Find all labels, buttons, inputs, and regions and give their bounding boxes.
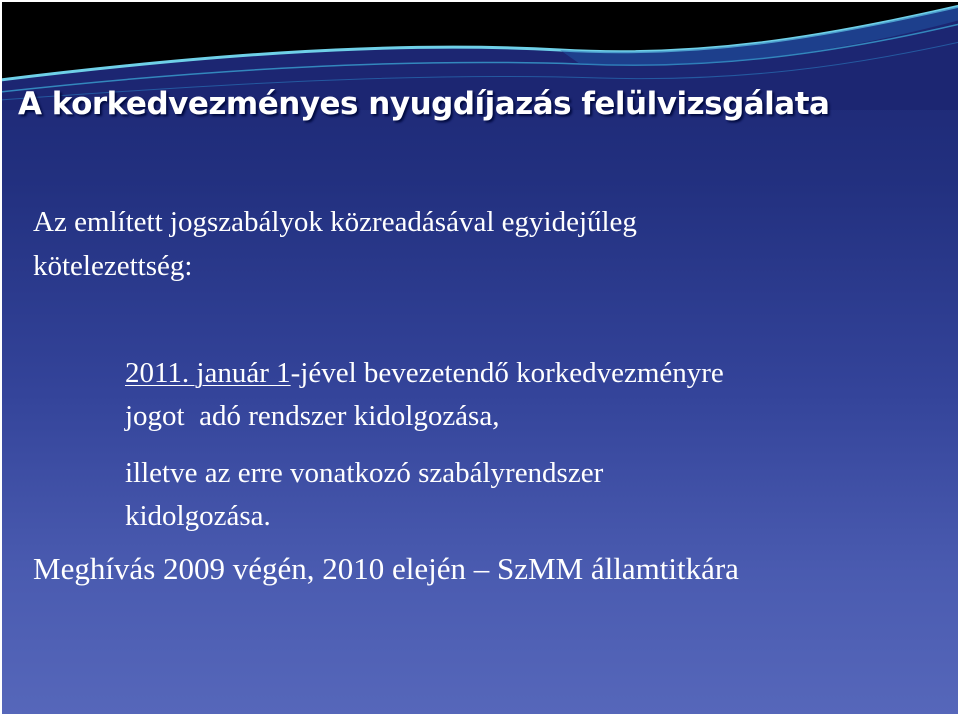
paragraph-obligation-2 xyxy=(125,452,603,538)
paragraph-obligation-intro xyxy=(33,200,637,288)
paragraph-line: jogot adó rendszer kidolgozása, xyxy=(125,400,500,432)
paragraph-line: illetve az erre vonatkozó szabályrendszer xyxy=(125,457,604,489)
slide-title: A korkedvezményes nyugdíjazás felülvizsgálata xyxy=(18,86,830,122)
paragraph-line: Meghívás 2009 végén, 2010 elején – SzMM államtitkára xyxy=(33,551,739,586)
paragraph-line: kötelezettség: xyxy=(33,250,193,282)
paragraph-line: -jével bevezetendő korkedvezményre xyxy=(290,357,724,389)
paragraph-line: kidolgozása. xyxy=(125,500,271,532)
date-link[interactable]: 2011. január 1 xyxy=(125,357,291,389)
paragraph-line: Az említett jogszabályok közreadásával egyidejűleg xyxy=(33,206,637,238)
paragraph-invitation xyxy=(33,547,739,591)
paragraph-obligation-1 xyxy=(125,352,724,438)
